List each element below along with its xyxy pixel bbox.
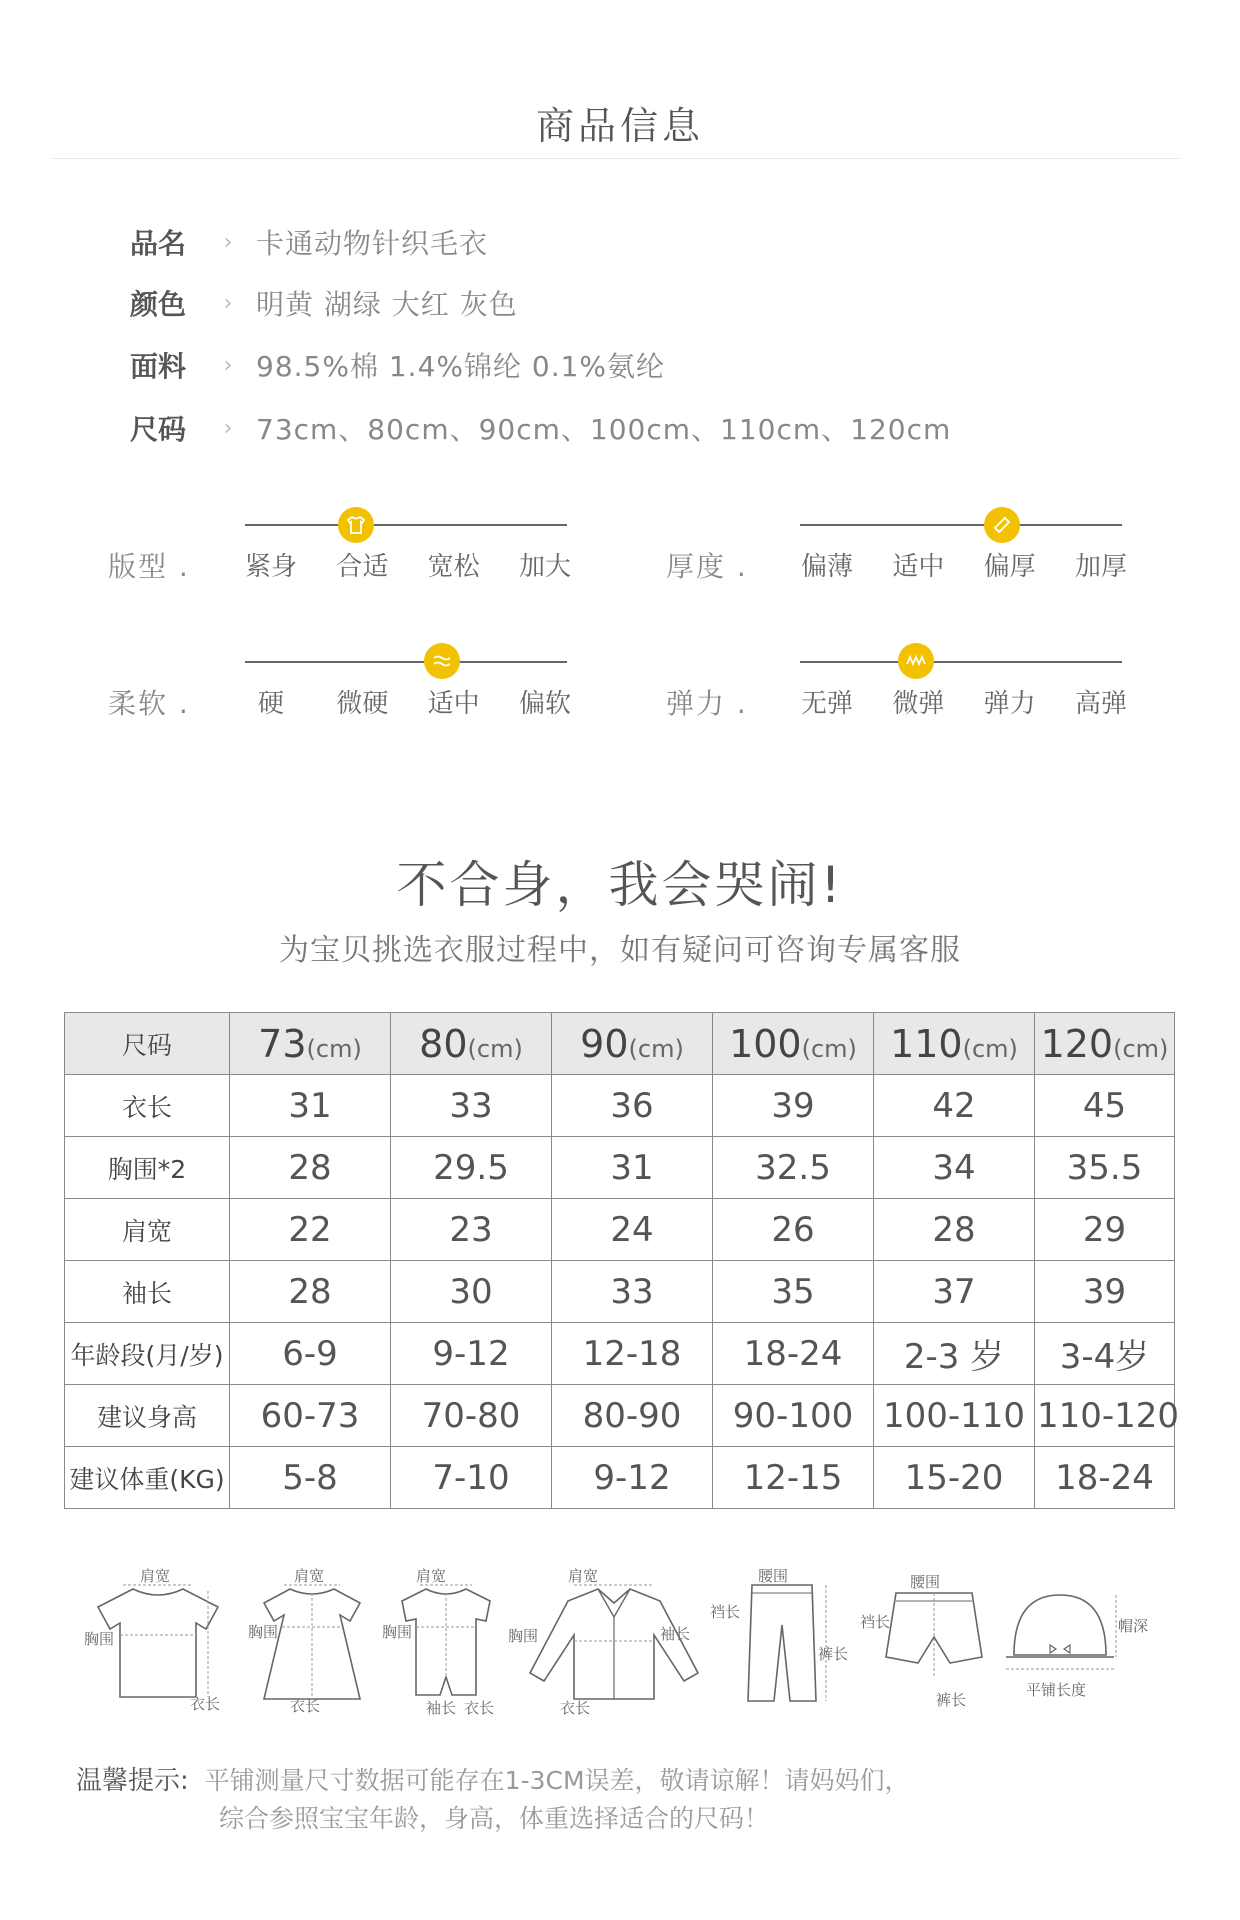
table-cell: 37 [874,1261,1035,1323]
diagram-label: 衣长 [190,1695,221,1713]
scale-options [784,546,1144,583]
row-label: 胸围*2 [65,1137,230,1199]
scale-option: 微弹 [892,689,945,719]
size-number: 90 [580,1021,629,1066]
diagram-label: 胸围 [508,1627,539,1645]
table-cell: 31 [230,1075,391,1137]
table-cell: 18-24 [1035,1447,1175,1509]
info-value: 卡通动物针织毛衣 [256,227,489,260]
table-cell: 80-90 [552,1385,713,1447]
table-row [65,1385,1175,1447]
size-table [64,1012,1180,1509]
table-cell: 32.5 [713,1137,874,1199]
table-cell: 12-15 [713,1447,874,1509]
scale-option: 无弹 [800,689,853,719]
row-label: 衣长 [65,1075,230,1137]
spring-icon [898,643,934,679]
table-cell: 70-80 [391,1385,552,1447]
scale-option: 偏软 [518,689,571,719]
diagram-label: 裤长 [818,1645,849,1663]
table-cell: 30 [391,1261,552,1323]
table-cell: 28 [874,1199,1035,1261]
table-cell: 9-12 [391,1323,552,1385]
scale-options [228,683,588,720]
scale-option: 高弹 [1074,689,1127,719]
table-cell: 39 [713,1075,874,1137]
tshirt-diagram [78,1565,238,1715]
size-header [552,1013,713,1075]
table-cell: 7-10 [391,1447,552,1509]
size-unit: (cm) [467,1034,523,1063]
diagram-label: 肩宽 [568,1567,599,1585]
size-header [1035,1013,1175,1075]
scale-options [784,683,1144,720]
row-label: 建议体重(KG) [65,1447,230,1509]
size-header [874,1013,1035,1075]
size-number: 110 [890,1021,963,1066]
hat-diagram [1000,1565,1160,1715]
table-cell: 31 [552,1137,713,1199]
scale-option: 加厚 [1074,552,1127,582]
size-header [391,1013,552,1075]
scale-track [245,661,567,663]
dress-diagram [242,1565,382,1715]
romper-diagram [382,1565,510,1715]
row-label: 肩宽 [65,1199,230,1261]
chevron-right-icon: › [223,229,233,255]
chevron-right-icon: › [223,290,233,316]
table-cell: 45 [1035,1075,1175,1137]
tip-block [76,1762,910,1838]
table-row [65,1447,1175,1509]
diagram-label: 胸围 [382,1623,413,1641]
scale-option: 偏薄 [800,552,853,582]
diagram-label: 腰围 [758,1567,789,1585]
scale-track [800,524,1122,526]
table-cell: 28 [230,1261,391,1323]
diagram-label: 胸围 [248,1623,279,1641]
scale-track [245,524,567,526]
table-cell: 26 [713,1199,874,1261]
table-row [65,1137,1175,1199]
size-unit: (cm) [801,1034,857,1063]
table-corner: 尺码 [65,1013,230,1075]
tip-key: 温馨提示: [76,1766,189,1796]
scale-option: 适中 [427,689,480,719]
table-cell: 12-18 [552,1323,713,1385]
info-key: 颜色 [130,288,187,321]
table-cell: 60-73 [230,1385,391,1447]
row-label: 建议身高 [65,1385,230,1447]
table-cell: 34 [874,1137,1035,1199]
info-key: 尺码 [130,413,187,446]
diagram-label: 平铺长度 [1026,1681,1087,1699]
shirt-icon [338,507,374,543]
table-row [65,1323,1175,1385]
scale-track [800,661,1122,663]
diagram-label: 肩宽 [294,1567,325,1585]
table-cell: 5-8 [230,1447,391,1509]
scale-label-fit: 版型 . [108,550,190,583]
diagram-label: 袖长 [426,1699,457,1717]
table-cell: 33 [552,1261,713,1323]
diagram-label: 帽深 [1118,1617,1149,1635]
scale-option: 微硬 [336,689,389,719]
table-cell: 35.5 [1035,1137,1175,1199]
table-cell: 24 [552,1199,713,1261]
diagram-label: 腰围 [910,1573,941,1591]
size-number: 120 [1040,1021,1114,1066]
fit-headline: 不合身，我会哭闹! [396,856,844,914]
diagram-label: 裆长 [860,1613,891,1631]
pants-diagram [710,1565,860,1715]
table-cell: 15-20 [874,1447,1035,1509]
size-number: 100 [729,1021,802,1066]
table-cell: 18-24 [713,1323,874,1385]
scale-options [228,546,588,583]
scale-option: 硬 [257,689,284,719]
info-row-size [130,408,951,448]
table-header-row [65,1013,1175,1075]
table-cell: 42 [874,1075,1035,1137]
chevron-right-icon: › [223,352,233,378]
row-label: 袖长 [65,1261,230,1323]
tip-line1: 平铺测量尺寸数据可能存在1-3CM误差，敬请谅解！请妈妈们， [204,1766,910,1795]
table-cell: 35 [713,1261,874,1323]
scale-label-elasticity: 弹力 . [666,687,748,720]
ruler-icon [984,507,1020,543]
table-cell: 110-120 [1035,1385,1175,1447]
wave-icon [424,643,460,679]
table-cell: 3-4岁 [1035,1323,1175,1385]
table-cell: 36 [552,1075,713,1137]
title-divider [52,158,1180,159]
scale-option: 紧身 [244,552,297,582]
table-cell: 9-12 [552,1447,713,1509]
size-number: 73 [258,1021,307,1066]
size-unit: (cm) [628,1034,684,1063]
row-label: 年龄段(月/岁) [65,1323,230,1385]
size-unit: (cm) [962,1034,1018,1063]
shorts-diagram [860,1565,1000,1715]
coat-diagram [508,1565,698,1715]
scale-option: 弹力 [983,689,1036,719]
table-cell: 28 [230,1137,391,1199]
diagram-label: 裆长 [710,1603,741,1621]
diagram-label: 肩宽 [140,1567,171,1585]
table-cell: 23 [391,1199,552,1261]
diagram-label: 袖长 [660,1625,691,1643]
table-cell: 33 [391,1075,552,1137]
info-key: 面料 [130,350,187,383]
size-number: 80 [419,1021,468,1066]
table-cell: 29 [1035,1199,1175,1261]
diagram-label: 衣长 [290,1697,321,1715]
table-row [65,1199,1175,1261]
tip-line2: 综合参照宝宝年龄，身高，体重选择适合的尺码！ [219,1804,770,1833]
chevron-right-icon: › [223,415,233,441]
info-key: 品名 [130,227,187,260]
scale-option: 适中 [892,552,945,582]
diagram-label: 裤长 [936,1691,967,1709]
info-value: 73cm、80cm、90cm、100cm、110cm、120cm [256,413,952,446]
table-cell: 29.5 [391,1137,552,1199]
info-row-color [130,283,518,323]
section-title: 商品信息 [535,104,704,148]
table-cell: 90-100 [713,1385,874,1447]
fit-subline: 为宝贝挑选衣服过程中，如有疑问可咨询专属客服 [279,933,961,968]
scale-option: 偏厚 [983,552,1036,582]
size-unit: (cm) [1113,1034,1169,1063]
scale-label-softness: 柔软 . [108,687,190,720]
size-header [230,1013,391,1075]
scale-option: 宽松 [427,552,480,582]
diagram-label: 衣长 [464,1699,495,1717]
diagram-label: 胸围 [84,1630,115,1648]
info-row-name [130,222,488,262]
diagram-label: 衣长 [560,1699,591,1717]
info-row-fabric [130,345,665,385]
info-value: 明黄 湖绿 大红 灰色 [256,288,518,321]
size-header [713,1013,874,1075]
table-cell: 2-3 岁 [874,1323,1035,1385]
diagram-label: 肩宽 [416,1567,447,1585]
scale-option: 合适 [336,552,389,582]
scale-option: 加大 [518,552,571,582]
table-cell: 39 [1035,1261,1175,1323]
scale-label-thickness: 厚度 . [666,550,748,583]
table-row [65,1261,1175,1323]
size-unit: (cm) [306,1034,362,1063]
table-cell: 6-9 [230,1323,391,1385]
table-cell: 22 [230,1199,391,1261]
info-value: 98.5%棉 1.4%锦纶 0.1%氨纶 [256,350,666,383]
table-cell: 100-110 [874,1385,1035,1447]
table-row [65,1075,1175,1137]
